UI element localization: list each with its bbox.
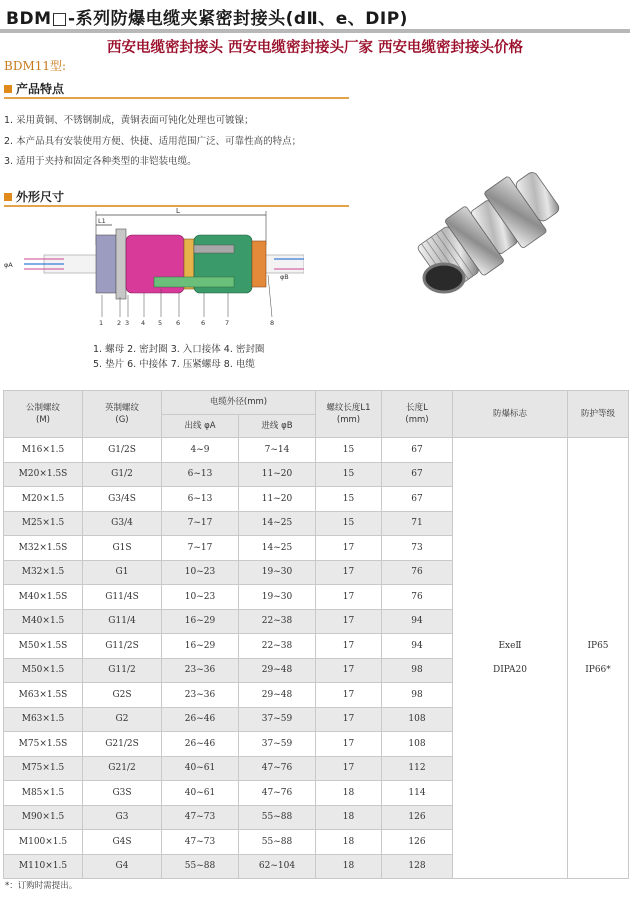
feature-item: 2. 本产品具有安装使用方便、快捷、适用范围广泛、可靠性高的特点；: [4, 136, 302, 147]
table-cell: 15: [316, 462, 382, 487]
table-cell: 73: [382, 536, 453, 561]
table-cell: 47~73: [162, 830, 239, 855]
table-cell: 108: [382, 707, 453, 732]
table-cell: M25×1.5: [4, 511, 83, 536]
table-cell: 40~61: [162, 781, 239, 806]
table-cell: M16×1.5: [4, 438, 83, 463]
callout-number: 6: [201, 319, 206, 327]
table-cell: M32×1.5S: [4, 536, 83, 561]
table-cell: 17: [316, 707, 382, 732]
col-header-ex-mark: 防爆标志: [453, 391, 568, 438]
col-header-cable-od: 电缆外径(mm): [162, 391, 316, 415]
table-cell: 11~20: [239, 487, 316, 512]
ip-rating-value: IP65: [587, 641, 609, 651]
table-cell: 6~13: [162, 462, 239, 487]
table-cell: 11~20: [239, 462, 316, 487]
table-cell: 17: [316, 560, 382, 585]
table-cell: 47~76: [239, 781, 316, 806]
table-cell: 128: [382, 854, 453, 879]
table-cell: 22~38: [239, 634, 316, 659]
section-divider: [4, 97, 349, 99]
table-cell: 94: [382, 634, 453, 659]
banner-link-text[interactable]: 西安电缆密封接头 西安电缆密封接头厂家 西安电缆密封接头价格: [106, 39, 524, 56]
table-cell: 17: [316, 658, 382, 683]
col-header-length: 长度L (mm): [382, 391, 453, 438]
table-cell: G11/2: [83, 658, 162, 683]
table-cell: 67: [382, 487, 453, 512]
callout-number: 1: [99, 319, 104, 327]
callout-number: 4: [141, 319, 146, 327]
title-divider: [0, 29, 630, 33]
table-cell: G11/2S: [83, 634, 162, 659]
table-cell: 18: [316, 854, 382, 879]
table-cell: 26~46: [162, 732, 239, 757]
table-cell: 62~104: [239, 854, 316, 879]
col-header-in-b: 进线 φB: [239, 414, 316, 438]
table-cell: 26~46: [162, 707, 239, 732]
table-cell: 37~59: [239, 732, 316, 757]
table-cell: 29~48: [239, 683, 316, 708]
table-cell: G11/4: [83, 609, 162, 634]
table-cell: 14~25: [239, 536, 316, 561]
legend-row: 1. 螺母 2. 密封圈 3. 入口接体 4. 密封圈: [93, 344, 265, 355]
table-cell: 17: [316, 756, 382, 781]
table-cell: M85×1.5: [4, 781, 83, 806]
table-cell: 4~9: [162, 438, 239, 463]
table-cell: 76: [382, 585, 453, 610]
table-cell: 7~17: [162, 511, 239, 536]
table-cell: 10~23: [162, 585, 239, 610]
legend-row: 5. 垫片 6. 中接体 7. 压紧螺母 8. 电缆: [93, 359, 255, 370]
table-cell: 40~61: [162, 756, 239, 781]
col-header-out-a: 出线 φA: [162, 414, 239, 438]
ip-rating-value: IP66*: [585, 665, 611, 675]
dimensions-heading-text: 外形尺寸: [16, 190, 65, 204]
table-cell: 114: [382, 781, 453, 806]
ip-rating-cell: [568, 438, 629, 879]
table-cell: M110×1.5: [4, 854, 83, 879]
table-cell: G4S: [83, 830, 162, 855]
table-cell: 37~59: [239, 707, 316, 732]
table-row: [4, 438, 629, 463]
col-header-ip: 防护等级: [568, 391, 629, 438]
table-cell: G3S: [83, 781, 162, 806]
callout-number: 2: [117, 319, 122, 327]
table-cell: 15: [316, 438, 382, 463]
callout-number: 5: [158, 319, 163, 327]
table-cell: 98: [382, 658, 453, 683]
table-cell: G2: [83, 707, 162, 732]
callout-number: 3: [125, 319, 130, 327]
table-cell: 71: [382, 511, 453, 536]
table-cell: 55~88: [239, 805, 316, 830]
col-header-metric: 公制螺纹 (M): [4, 391, 83, 438]
table-cell: 18: [316, 805, 382, 830]
col-header-imperial: 英制螺纹 (G): [83, 391, 162, 438]
table-cell: 67: [382, 462, 453, 487]
callout-number: 8: [270, 319, 275, 327]
page-title: BDM□-系列防爆电缆夹紧密封接头(dⅡ、e、DIP): [6, 9, 408, 29]
table-cell: M100×1.5: [4, 830, 83, 855]
table-cell: G1S: [83, 536, 162, 561]
table-cell: 6~13: [162, 487, 239, 512]
table-cell: M40×1.5S: [4, 585, 83, 610]
table-cell: M20×1.5S: [4, 462, 83, 487]
feature-item: 1. 采用黄铜、不锈钢制成，黄铜表面可钝化处理也可镀镍；: [4, 115, 254, 126]
table-cell: 47~76: [239, 756, 316, 781]
table-cell: M75×1.5S: [4, 732, 83, 757]
table-cell: G3: [83, 805, 162, 830]
table-cell: 94: [382, 609, 453, 634]
ex-mark-cell: [453, 438, 568, 879]
table-cell: 126: [382, 830, 453, 855]
table-cell: 112: [382, 756, 453, 781]
table-cell: G3/4: [83, 511, 162, 536]
table-cell: G1/2S: [83, 438, 162, 463]
table-cell: G1: [83, 560, 162, 585]
table-cell: 17: [316, 609, 382, 634]
table-cell: 19~30: [239, 560, 316, 585]
table-cell: 10~23: [162, 560, 239, 585]
table-cell: G3/4S: [83, 487, 162, 512]
square-bullet-icon: [4, 193, 12, 201]
model-label: BDM11型:: [4, 59, 67, 73]
table-cell: M63×1.5S: [4, 683, 83, 708]
ex-mark-value: ExeⅡ: [498, 641, 522, 651]
features-heading: [4, 80, 64, 97]
table-cell: 126: [382, 805, 453, 830]
table-cell: 17: [316, 634, 382, 659]
table-cell: 17: [316, 585, 382, 610]
table-cell: 23~36: [162, 683, 239, 708]
table-cell: 76: [382, 560, 453, 585]
ex-mark-value: DIPA20: [493, 665, 527, 675]
table-cell: 14~25: [239, 511, 316, 536]
col-header-thread-length: 螺纹长度L1 (mm): [316, 391, 382, 438]
callout-number: 6: [176, 319, 181, 327]
product-photo: [400, 150, 580, 310]
dimensions-heading: [4, 188, 64, 205]
table-cell: 98: [382, 683, 453, 708]
table-cell: G21/2S: [83, 732, 162, 757]
thread-length-label: L1: [98, 217, 106, 225]
table-cell: 16~29: [162, 609, 239, 634]
table-cell: 29~48: [239, 658, 316, 683]
table-cell: M50×1.5: [4, 658, 83, 683]
footnote: *：订购时需提出。: [5, 881, 78, 891]
table-cell: M40×1.5: [4, 609, 83, 634]
table-cell: M32×1.5: [4, 560, 83, 585]
table-cell: M75×1.5: [4, 756, 83, 781]
table-cell: M90×1.5: [4, 805, 83, 830]
table-cell: G11/4S: [83, 585, 162, 610]
table-cell: G4: [83, 854, 162, 879]
table-cell: 18: [316, 781, 382, 806]
table-cell: G2S: [83, 683, 162, 708]
table-cell: 15: [316, 511, 382, 536]
table-cell: M20×1.5: [4, 487, 83, 512]
diameter-a-label: φA: [4, 261, 13, 269]
features-heading-text: 产品特点: [16, 82, 65, 96]
spec-table: [3, 390, 629, 879]
table-cell: G1/2: [83, 462, 162, 487]
table-cell: 67: [382, 438, 453, 463]
square-bullet-icon: [4, 85, 12, 93]
table-cell: 55~88: [162, 854, 239, 879]
table-cell: 15: [316, 487, 382, 512]
table-cell: 55~88: [239, 830, 316, 855]
table-cell: 22~38: [239, 609, 316, 634]
table-cell: G21/2: [83, 756, 162, 781]
table-cell: 23~36: [162, 658, 239, 683]
table-cell: 7~14: [239, 438, 316, 463]
table-cell: 108: [382, 732, 453, 757]
table-cell: 47~73: [162, 805, 239, 830]
diameter-b-label: φB: [280, 273, 289, 281]
table-cell: 7~17: [162, 536, 239, 561]
table-cell: 17: [316, 683, 382, 708]
table-cell: M63×1.5: [4, 707, 83, 732]
dimension-diagram: [4, 205, 304, 335]
length-label: L: [176, 207, 180, 215]
table-cell: M50×1.5S: [4, 634, 83, 659]
table-cell: 18: [316, 830, 382, 855]
table-cell: 17: [316, 536, 382, 561]
feature-item: 3. 适用于夹持和固定各种类型的非铠装电缆。: [4, 156, 197, 167]
table-cell: 16~29: [162, 634, 239, 659]
callout-number: 7: [225, 319, 230, 327]
table-cell: 19~30: [239, 585, 316, 610]
table-cell: 17: [316, 732, 382, 757]
